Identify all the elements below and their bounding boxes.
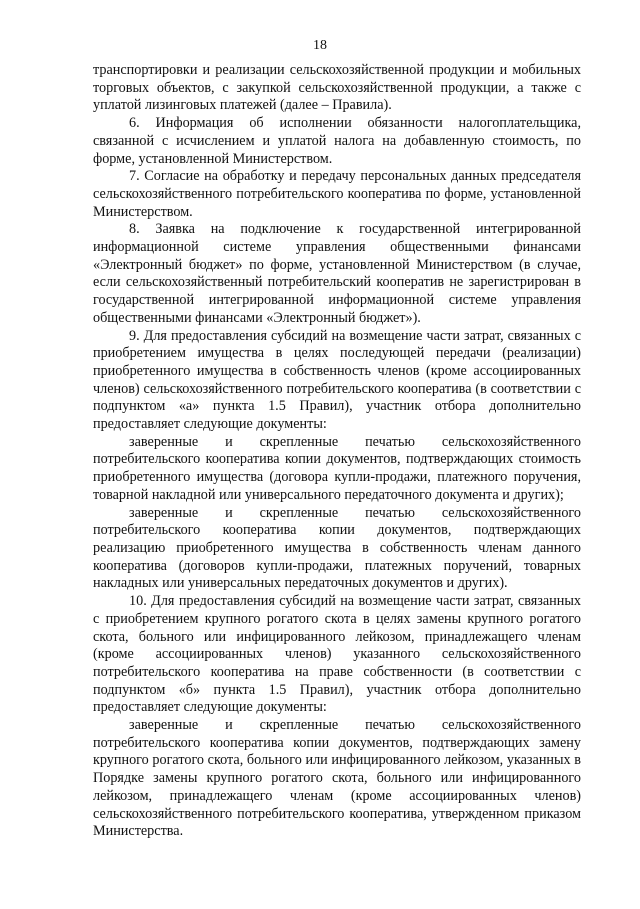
paragraph-item-9-doc-1: заверенные и скрепленные печатью сельскохозяйственного потребительского кооператива копии документов, подтверждающих стоимость приобретенного имущества (договора купли-продажи, платежного поручения, товарной накладной или универсального передаточного документа и других); [93,433,581,503]
paragraph-item-10: 10. Для предоставления субсидий на возмещение части затрат, связанных с приобретением крупного рогатого скота в целях замены крупного рогатого скота, больного или инфицированного лейкозом, принадлежащего членам (кроме ассоциированных членов) указанного сельскохозяйственного потребительского кооператива на праве собственности (в соответствии с подпунктом «б» пункта 1.5 Правил), участник отбора дополнительно предоставляет следующие документы: [93,593,581,716]
paragraph-item-9-doc-2: заверенные и скрепленные печатью сельскохозяйственного потребительского кооператива копии документов, подтверждающих реализацию приобретенного имущества в собственность членам данного кооператива (договоров купли-продажи, платежных поручений, товарных накладных или универсальных передаточных документов и других). [93,504,581,592]
paragraph-item-8: 8. Заявка на подключение к государственной интегрированной информационной системе управления общественными финансами «Электронный бюджет» по форме, установленной Министерством (в случае, если сельскохозяйственный потребительский кооператив не зарегистрирован в государственной интегрированной информационной системе управления общественными финансами «Электронный бюджет»). [93,221,581,326]
document-body [93,62,581,841]
paragraph-item-9: 9. Для предоставления субсидий на возмещение части затрат, связанных с приобретением имущества в целях последующей передачи (реализации) приобретенного имущества в собственность членов (кроме ассоциированных членов) сельскохозяйственного потребительского кооператива (в соответствии с подпунктом «а» пункта 1.5 Правил), участник отбора дополнительно предоставляет следующие документы: [93,327,581,433]
paragraph-item-10-doc-1: заверенные и скрепленные печатью сельскохозяйственного потребительского кооператива копии документов, подтверждающих замену крупного рогатого скота, больного или инфицированного лейкозом, указанных в Порядке замены крупного рогатого скота, больного или инфицированного лейкозом, принадлежащего членам (кроме ассоциированных членов) сельскохозяйственного потребительского кооператива, утвержденном приказом Министерства. [93,717,581,840]
paragraph-continuation: транспортировки и реализации сельскохозяйственной продукции и мобильных торговых объектов, с закупкой сельскохозяйственной продукции, а также с уплатой лизинговых платежей (далее – Правила). [93,62,581,114]
paragraph-item-7: 7. Согласие на обработку и передачу персональных данных председателя сельскохозяйственного потребительского кооператива по форме, установленной Министерством. [93,168,581,220]
paragraph-item-6: 6. Информация об исполнении обязанности налогоплательщика, связанной с исчислением и уплатой налога на добавленную стоимость, по форме, установленной Министерством. [93,115,581,167]
page-number: 18 [313,38,327,53]
